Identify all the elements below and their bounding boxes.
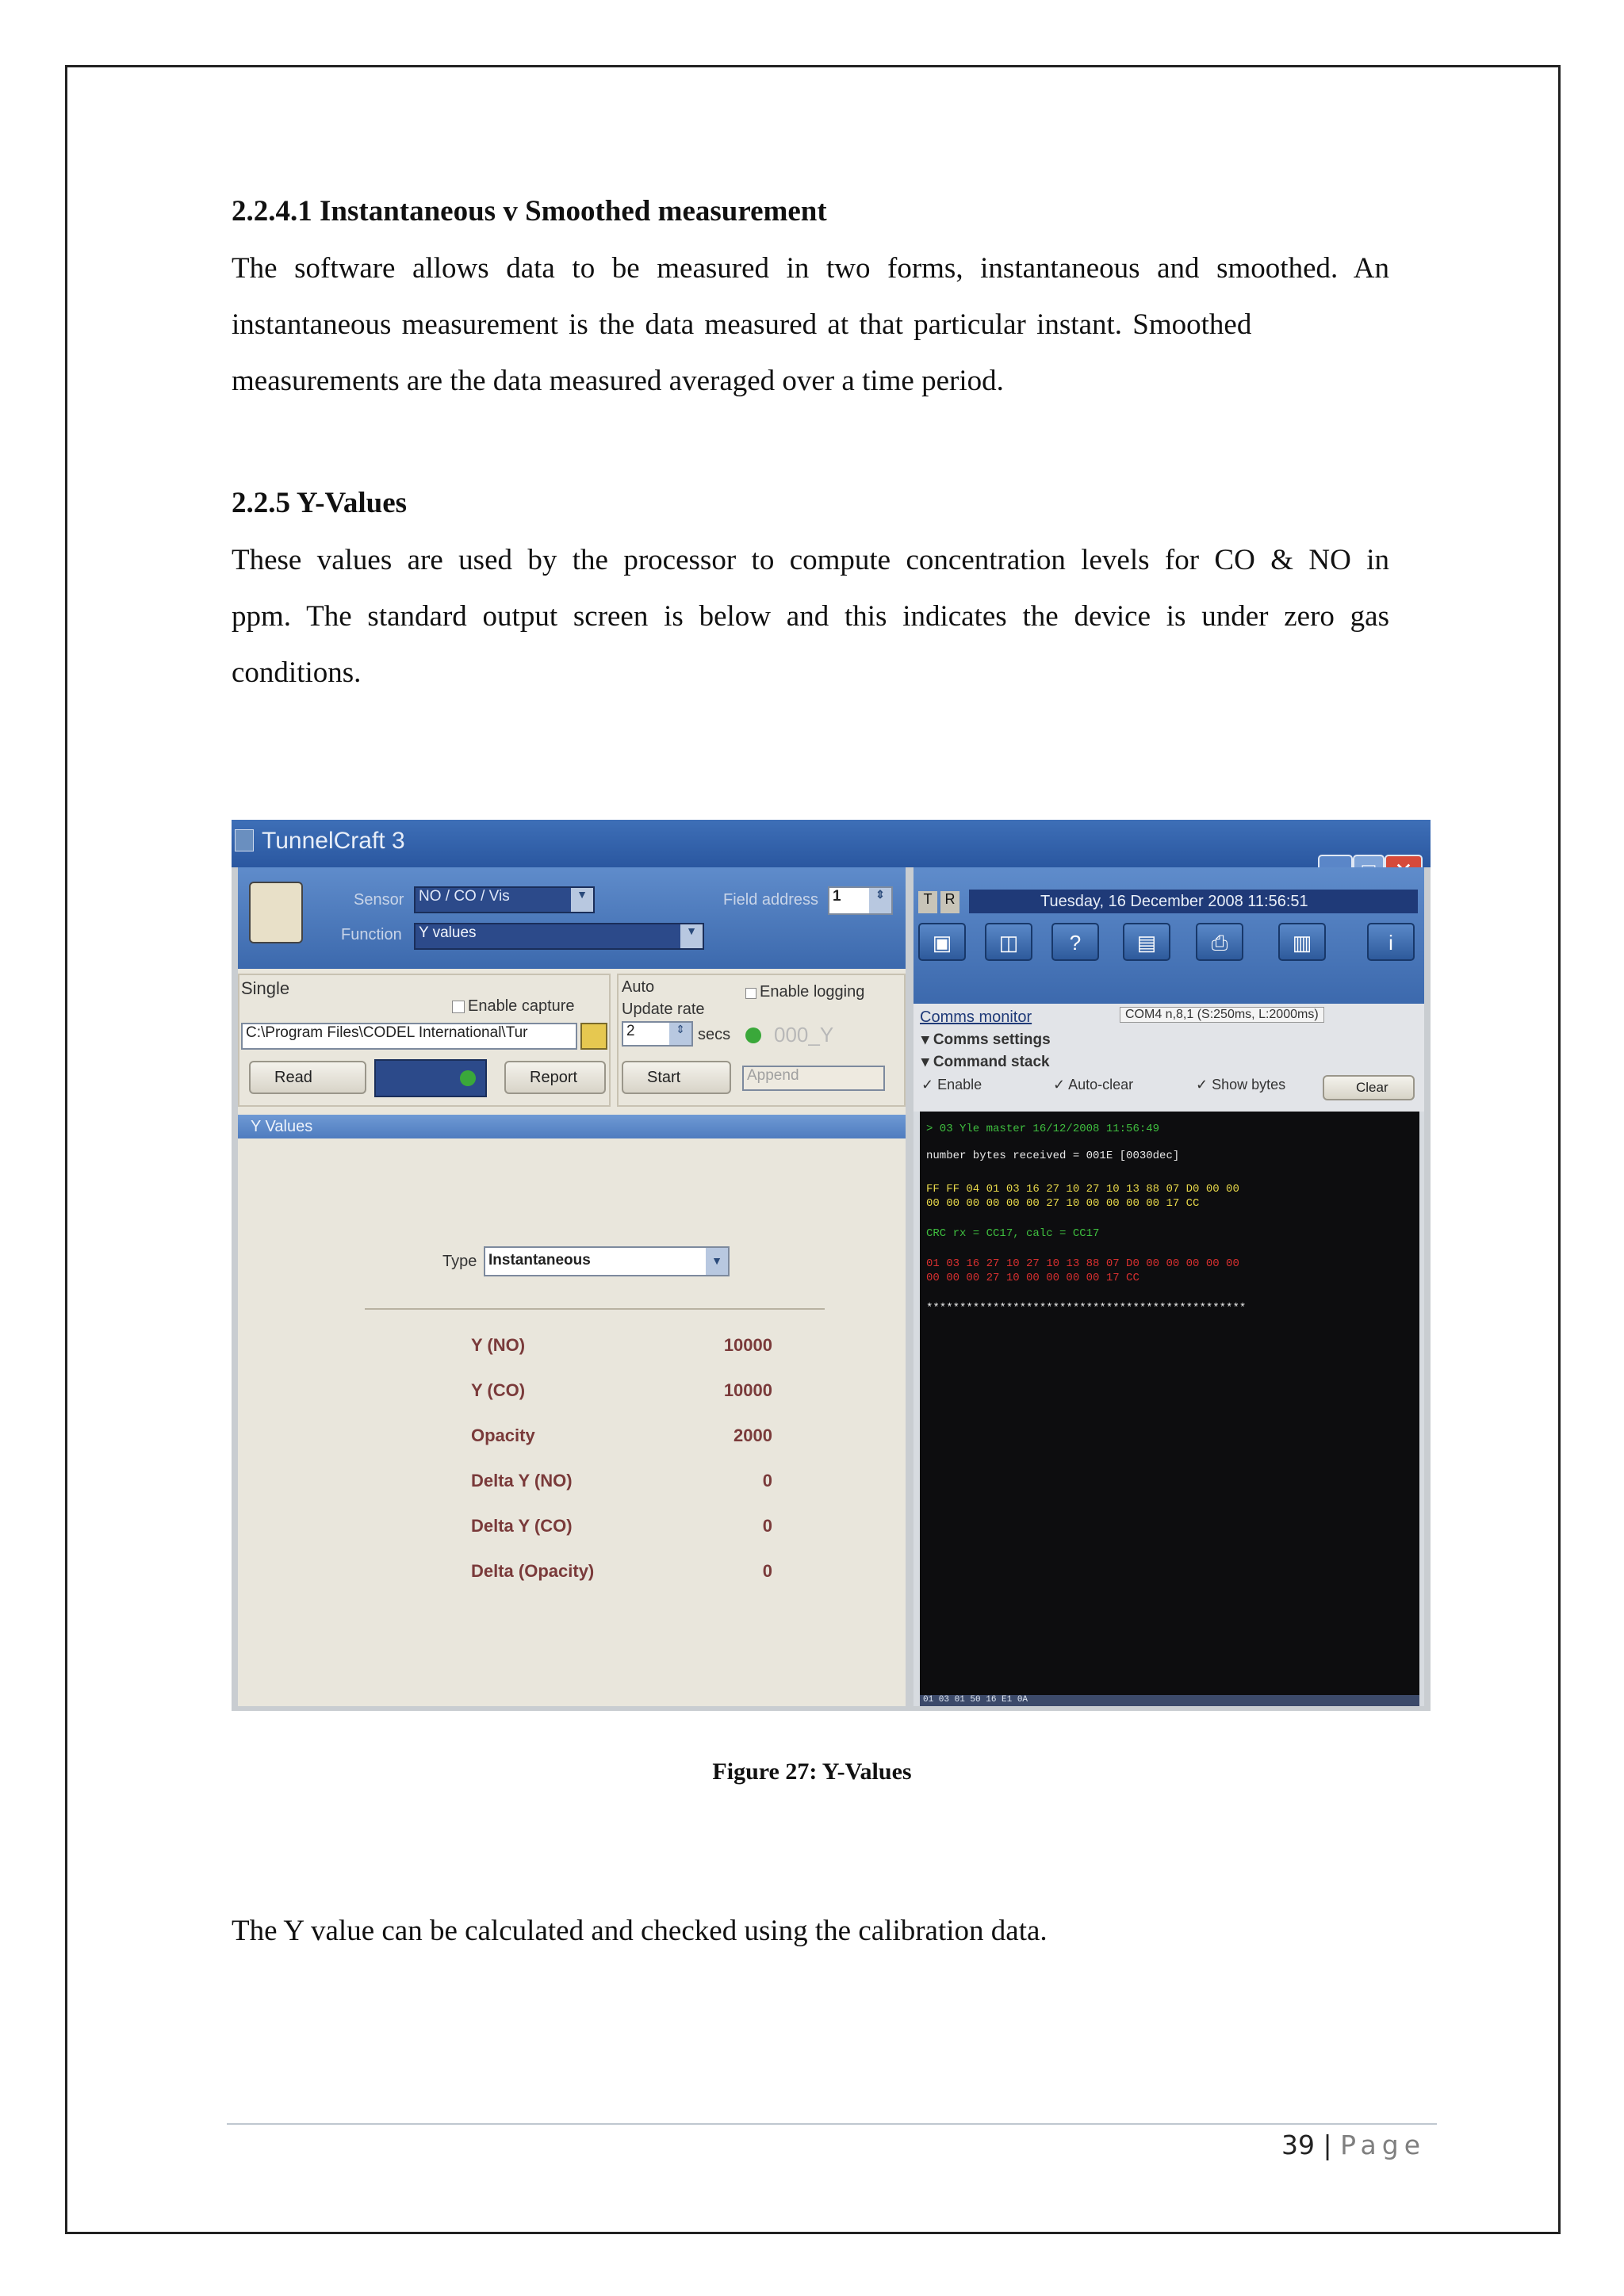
help-icon[interactable]: ? xyxy=(1051,923,1099,961)
console-line: 01 03 16 27 10 27 10 13 88 07 D0 00 00 00 00 00 xyxy=(926,1257,1239,1270)
update-rate-value: 2 xyxy=(626,1023,635,1039)
page-number-separator: | xyxy=(1323,2130,1332,2160)
valid-connect-indicator xyxy=(374,1059,487,1097)
y-value-number: 10000 xyxy=(723,1335,772,1355)
y-values-panel-header xyxy=(238,1115,906,1138)
spinner-icon: ⇕ xyxy=(869,888,891,913)
y-value-number: 0 xyxy=(762,1561,772,1581)
sensor-select[interactable] xyxy=(414,886,595,913)
y-value-number: 2000 xyxy=(733,1425,772,1445)
right-panel xyxy=(914,867,1424,1706)
y-value-row xyxy=(471,1380,772,1401)
update-rate-label: Update rate xyxy=(622,1001,705,1018)
y-value-label: Delta Y (CO) xyxy=(471,1516,573,1536)
header-strip xyxy=(238,867,906,969)
comms-settings-label: Comms settings xyxy=(933,1031,1051,1048)
monitor-icon[interactable]: ▣ xyxy=(918,923,966,961)
auto-label: Auto xyxy=(622,978,655,996)
auto-clear-label: Auto-clear xyxy=(1068,1077,1134,1093)
append-select[interactable] xyxy=(742,1066,885,1091)
logging-led-icon xyxy=(745,1027,761,1043)
sensor-value: NO / CO / Vis xyxy=(419,888,510,905)
page-number-value: 39 xyxy=(1281,2130,1315,2160)
paragraph-y-values xyxy=(232,532,1389,701)
enable-label: Enable xyxy=(937,1077,982,1093)
tab-t[interactable]: T xyxy=(918,891,937,913)
y-value-row xyxy=(471,1516,772,1536)
clear-button[interactable]: Clear xyxy=(1323,1075,1415,1100)
type-select[interactable] xyxy=(484,1246,730,1276)
paragraph-line: These values are used by the processor to compute concentration levels for CO & NO in xyxy=(232,544,1389,576)
function-label: Function xyxy=(341,926,402,943)
divider xyxy=(365,1308,825,1310)
y-value-label: Y (NO) xyxy=(471,1335,526,1355)
paragraph-calibration xyxy=(232,1903,1389,1959)
field-address-stepper[interactable] xyxy=(828,886,893,915)
folder-icon[interactable] xyxy=(580,1023,607,1050)
capture-path-input[interactable]: C:\Program Files\CODEL International\Tur xyxy=(241,1023,577,1050)
window-titlebar xyxy=(232,820,1431,867)
start-button[interactable]: Start xyxy=(622,1061,731,1094)
y-value-number: 0 xyxy=(762,1471,772,1490)
comms-console xyxy=(920,1112,1419,1695)
y-value-label: Delta (Opacity) xyxy=(471,1561,595,1581)
paragraph-line: ppm. The standard output screen is below and this indicates the device is under zero gas xyxy=(232,600,1389,633)
console-line: > 03 Yle master 16/12/2008 11:56:49 xyxy=(926,1123,1160,1135)
y-value-number: 10000 xyxy=(723,1380,772,1400)
sensor-label: Sensor xyxy=(354,891,404,909)
footer-rule xyxy=(227,2123,1437,2125)
comms-settings-expander[interactable]: ▾ Comms settings xyxy=(921,1031,1051,1048)
page-number xyxy=(1281,2130,1426,2160)
y-value-row xyxy=(471,1561,772,1582)
y-values-panel-title: Y Values xyxy=(251,1118,313,1135)
picture-icon[interactable]: ◫ xyxy=(985,923,1032,961)
console-line: FF FF 04 01 03 16 27 10 27 10 13 88 07 D0 00 00 xyxy=(926,1183,1239,1196)
y-value-label: Opacity xyxy=(471,1425,535,1445)
enable-capture-checkbox[interactable] xyxy=(452,1001,465,1013)
tunnelcraft-screenshot xyxy=(232,820,1431,1711)
figure-caption: Figure 27: Y-Values xyxy=(712,1758,912,1785)
paragraph-line: The Y value can be calculated and checked using the calibration data. xyxy=(232,1915,1048,1947)
window-title: TunnelCraft 3 xyxy=(262,828,405,854)
read-button[interactable]: Read xyxy=(249,1061,366,1094)
com-status: COM4 n,8,1 (S:250ms, L:2000ms) xyxy=(1120,1007,1324,1023)
section-heading-instantaneous: 2.2.4.1 Instantaneous v Smoothed measurement xyxy=(232,195,827,228)
console-line: number bytes received = 001E [0030dec] xyxy=(926,1150,1180,1162)
section-heading-y-values: 2.2.5 Y-Values xyxy=(232,487,408,519)
secs-label: secs xyxy=(698,1026,731,1043)
append-value: Append xyxy=(747,1067,799,1084)
chevron-down-icon: ▼ xyxy=(706,1248,728,1275)
tab-r[interactable]: R xyxy=(940,891,959,913)
paragraph-instantaneous xyxy=(232,240,1389,409)
y-value-label: Y (CO) xyxy=(471,1380,526,1400)
type-label: Type xyxy=(442,1253,477,1270)
status-led-icon xyxy=(460,1070,476,1086)
function-value: Y values xyxy=(419,924,477,941)
console-line: CRC rx = CC17, calc = CC17 xyxy=(926,1227,1100,1240)
single-label: Single xyxy=(241,978,290,998)
log-counter: 000_Y xyxy=(774,1023,834,1047)
show-bytes-checkbox[interactable]: ✓ Show bytes xyxy=(1196,1077,1286,1093)
device-icon[interactable]: ▤ xyxy=(1123,923,1170,961)
command-stack-expander[interactable]: ▾ Command stack xyxy=(921,1054,1050,1070)
command-stack-label: Command stack xyxy=(933,1054,1050,1070)
console-line: 00 00 00 00 00 00 27 10 00 00 00 00 17 CC xyxy=(926,1197,1200,1210)
console-line: 00 00 00 27 10 00 00 00 00 17 CC xyxy=(926,1272,1139,1284)
report-button[interactable]: Report xyxy=(504,1061,606,1094)
console-line: ************************************************ xyxy=(926,1302,1247,1314)
paragraph-line: The software allows data to be measured in two forms, instantaneous and smoothed. An xyxy=(232,252,1389,285)
paragraph-line: conditions. xyxy=(232,656,362,689)
paragraph-line: instantaneous measurement is the data measured at that particular instant. Smoothed xyxy=(232,308,1252,341)
app-icon xyxy=(235,829,254,851)
auto-clear-checkbox[interactable]: ✓ Auto-clear xyxy=(1053,1077,1134,1093)
paragraph-line: measurements are the data measured averaged over a time period. xyxy=(232,365,1004,397)
codel-logo xyxy=(249,882,303,943)
show-bytes-label: Show bytes xyxy=(1212,1077,1286,1093)
enable-logging-label: Enable logging xyxy=(760,983,865,1001)
page-label: Page xyxy=(1340,2130,1426,2160)
y-value-label: Delta Y (NO) xyxy=(471,1471,573,1490)
y-value-row xyxy=(471,1471,772,1491)
y-value-row xyxy=(471,1335,772,1356)
book-icon[interactable]: ▥ xyxy=(1278,923,1326,961)
type-value: Instantaneous xyxy=(488,1252,591,1269)
chevron-down-icon: ▼ xyxy=(571,888,593,912)
function-select[interactable] xyxy=(414,923,704,950)
enable-checkbox[interactable]: ✓ Enable xyxy=(921,1077,982,1093)
update-rate-stepper[interactable] xyxy=(622,1021,693,1047)
y-value-number: 0 xyxy=(762,1516,772,1536)
y-value-row xyxy=(471,1425,772,1446)
spinner-icon: ⇕ xyxy=(669,1023,691,1045)
field-address-value: 1 xyxy=(833,888,841,905)
field-address-label: Field address xyxy=(723,891,819,909)
date-time-display: Tuesday, 16 December 2008 11:56:51 xyxy=(969,890,1418,913)
comms-monitor-label: Comms monitor xyxy=(920,1008,1032,1026)
enable-capture-label: Enable capture xyxy=(468,997,575,1015)
info-icon[interactable]: i xyxy=(1367,923,1415,961)
status-bar: 01 03 01 50 16 E1 0A xyxy=(920,1695,1419,1706)
chevron-down-icon: ▼ xyxy=(680,924,703,948)
printer-icon[interactable]: ⎙ xyxy=(1196,923,1243,961)
enable-logging-checkbox[interactable] xyxy=(745,988,756,999)
